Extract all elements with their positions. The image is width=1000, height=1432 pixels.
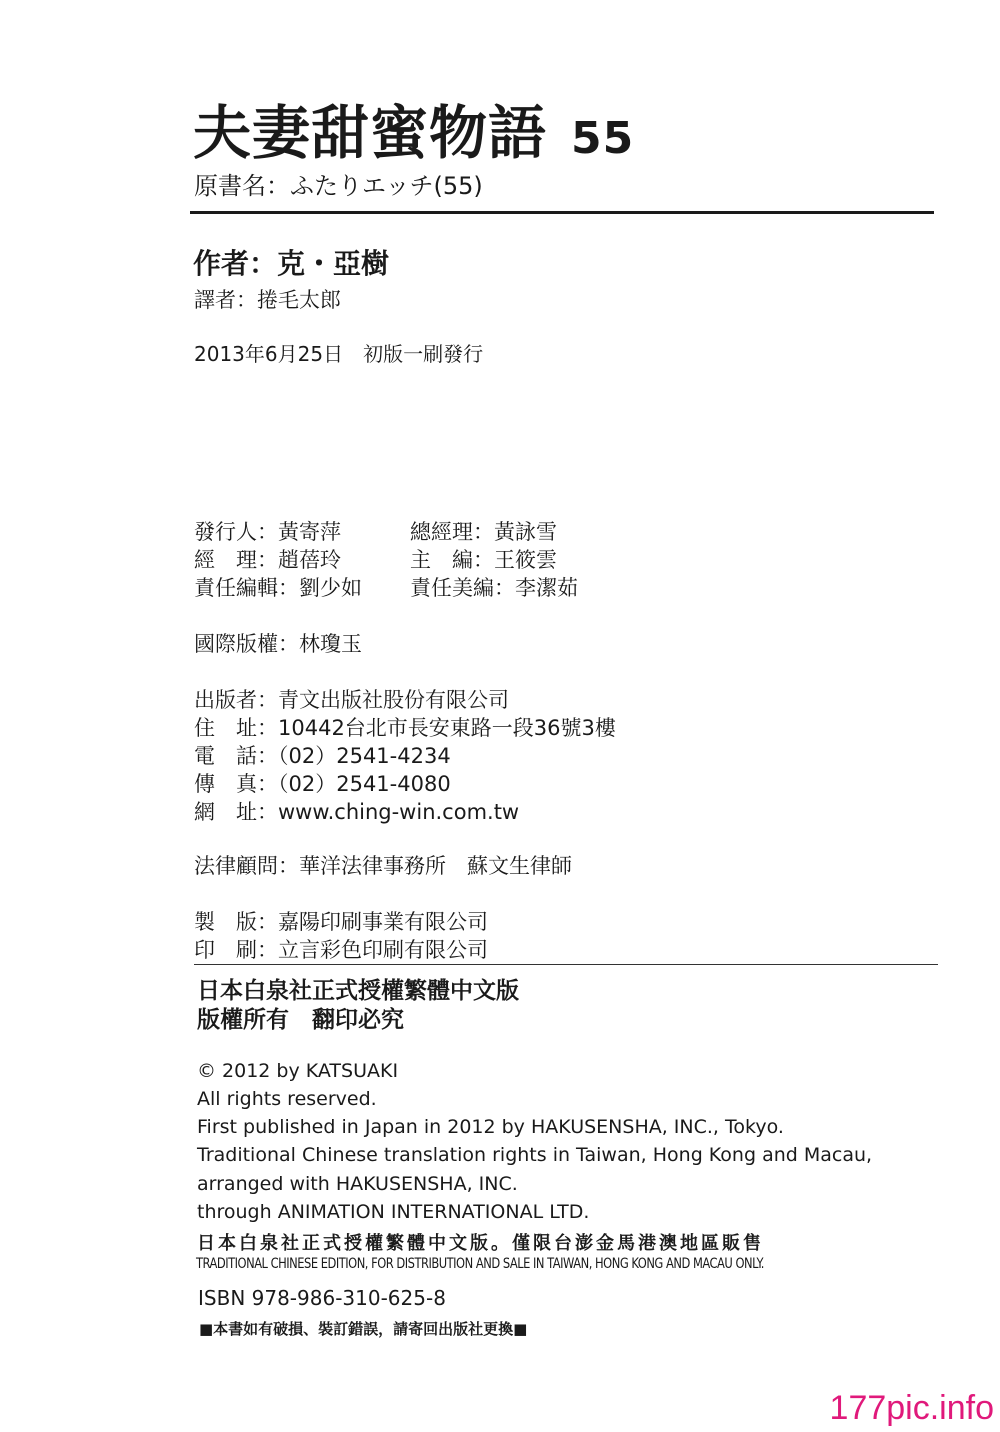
staff-publisher: 發行人：黃寄萍 (194, 520, 341, 544)
sale-region-cn: 日本白泉社正式授權繁體中文版。僅限台澎金馬港澳地區販售 (197, 1233, 764, 1254)
staff-manager: 經 理：趙蓓玲 (194, 548, 341, 572)
staff-general-manager: 總經理：黃詠雪 (410, 520, 557, 544)
printer: 印 刷：立言彩色印刷有限公司 (194, 938, 488, 962)
legal-advisor: 法律顧問：華洋法律事務所 蘇文生律師 (194, 854, 572, 878)
first-published-line: First published in Japan in 2012 by HAKUSENSHA, INC., Tokyo. (197, 1116, 784, 1138)
publisher-address: 住 址：10442台北市長安東路一段36號3樓 (194, 716, 616, 740)
staff-editor: 責任編輯：劉少如 (194, 576, 362, 600)
all-rights-reserved-en: All rights reserved. (197, 1088, 377, 1110)
publisher-website: 網 址：www.ching-win.com.tw (194, 800, 520, 824)
translation-rights-line: Traditional Chinese translation rights in Taiwan, Hong Kong and Macau, (197, 1144, 873, 1166)
book-title-main: 夫妻甜蜜物語 (193, 99, 548, 167)
staff-chief-editor: 主 編：王筱雲 (410, 548, 557, 572)
book-title (193, 86, 634, 170)
rights-manager: 國際版權：林瓊玉 (194, 632, 362, 656)
title-divider (190, 211, 934, 214)
arranged-with-line: arranged with HAKUSENSHA, INC. (197, 1173, 518, 1195)
volume-number: 55 (571, 113, 635, 164)
publisher-fax: 傳 真：（02）2541-4080 (194, 772, 451, 796)
all-rights-reserved-cn: 版權所有 翻印必究 (197, 1006, 404, 1033)
authorization-statement: 日本白泉社正式授權繁體中文版 (197, 977, 519, 1004)
original-title: 原書名：ふたりエッチ(55) (194, 172, 483, 200)
author-line: 作者：克・亞樹 (193, 247, 390, 280)
site-watermark: 177pic.info (829, 1389, 994, 1427)
publisher-phone: 電 話：（02）2541-4234 (194, 744, 451, 768)
publisher-name: 出版者：青文出版社股份有限公司 (194, 688, 509, 712)
sale-region-en: TRADITIONAL CHINESE EDITION, FOR DISTRIBUTION AND SALE IN TAIWAN, HONG KONG AND MACAU ONLY. (196, 1256, 764, 1272)
edition-date: 2013年6月25日 初版一刷發行 (194, 342, 484, 366)
damage-notice: ■本書如有破損、裝訂錯誤，請寄回出版社更換■ (199, 1320, 528, 1338)
plate-making: 製 版：嘉陽印刷事業有限公司 (194, 910, 488, 934)
staff-art-editor: 責任美編：李潔茹 (410, 576, 578, 600)
through-agency-line: through ANIMATION INTERNATIONAL LTD. (197, 1201, 590, 1223)
copyright-line: © 2012 by KATSUAKI (197, 1060, 399, 1082)
translator-line: 譯者：捲毛太郎 (194, 288, 341, 312)
isbn: ISBN 978-986-310-625-8 (198, 1286, 446, 1310)
section-divider (194, 964, 938, 965)
